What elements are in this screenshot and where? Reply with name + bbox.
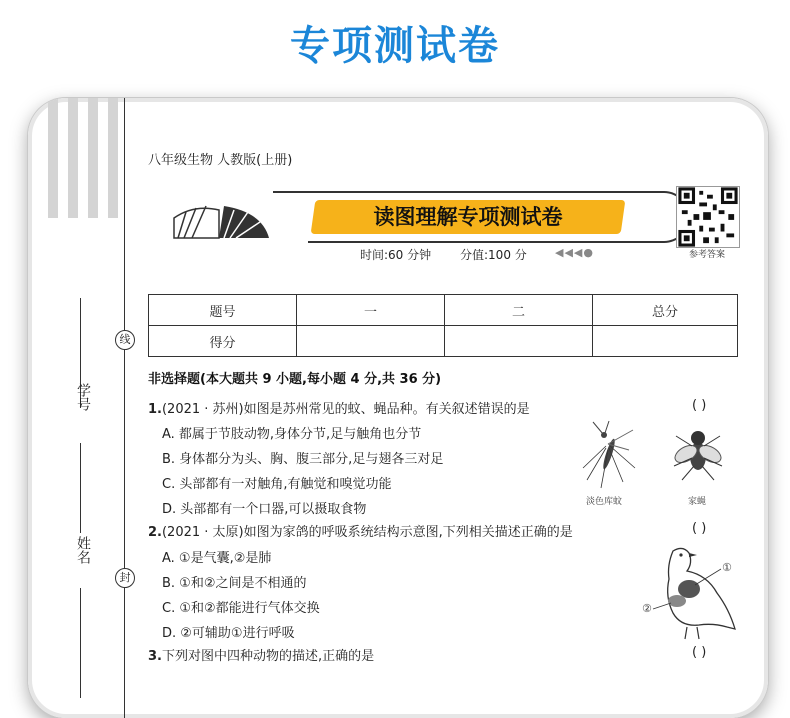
grade-info: 八年级生物 人教版(上册) (148, 153, 293, 168)
decor-stripe (68, 98, 78, 218)
seal-mark: 封 (115, 568, 135, 588)
question-stem: 下列对图中四种动物的描述,正确的是 (161, 649, 375, 664)
fill-line (80, 588, 81, 698)
score-input-cell[interactable] (593, 326, 738, 357)
question-3 (148, 645, 374, 664)
seal-mark: 线 (115, 330, 135, 350)
option-d: D. ②可辅助①进行呼吸 (162, 626, 295, 641)
book-fan-icon (164, 198, 274, 243)
question-stem: (2021 · 太原)如图为家鸽的呼吸系统结构示意图,下列相关描述正确的是 (161, 525, 573, 540)
figure-caption: 淡色库蚊 (586, 497, 623, 507)
decor-stripe (88, 98, 98, 218)
binding-line (124, 98, 125, 718)
score-input-cell[interactable] (445, 326, 593, 357)
table-cell: 题号 (149, 295, 297, 326)
name-label: 姓名 (75, 536, 91, 564)
table-row (149, 326, 738, 357)
time-limit: 时间:60 分钟 (360, 248, 432, 262)
mosquito-icon (573, 420, 643, 490)
option-a: A. ①是气囊,②是肺 (162, 551, 272, 566)
question-number: 1. (148, 402, 162, 417)
fill-line (80, 443, 81, 533)
answer-blank[interactable]: ( ) (692, 398, 707, 413)
figure-caption: 家蝇 (688, 497, 707, 507)
table-cell: 二 (445, 295, 593, 326)
table-row (149, 295, 738, 326)
answer-blank[interactable]: ( ) (692, 521, 707, 536)
section-heading: 非选择题(本大题共 9 小题,每小题 4 分,共 36 分) (148, 372, 442, 387)
diagram-label: ② (642, 602, 652, 615)
banner-title: 专项测试卷 (290, 23, 500, 69)
question-stem: (2021 · 苏州)如图是苏州常见的蚊、蝇品种。有关叙述错误的是 (161, 402, 530, 417)
decor-stripe (108, 98, 118, 218)
option-d: D. 头部都有一个口器,可以摄取食物 (162, 502, 367, 517)
decor-stripe (48, 98, 58, 218)
score-table (148, 294, 738, 357)
exam-title: 读图理解专项测试卷 (373, 205, 563, 229)
question-2 (148, 521, 573, 540)
score-input-cell[interactable] (297, 326, 445, 357)
option-b: B. ①和②之间是不相通的 (162, 576, 307, 591)
question-number: 3. (148, 649, 162, 664)
diagram-label: ① (722, 561, 732, 574)
option-c: C. 头部都有一对触角,有触觉和嗅觉功能 (162, 477, 392, 492)
option-a: A. 都属于节肢动物,身体分节,足与触角也分节 (162, 427, 422, 442)
title-rule (273, 191, 313, 193)
table-cell: 得分 (149, 326, 297, 357)
question-1 (148, 398, 530, 417)
total-score: 分值:100 分 (460, 248, 527, 262)
exam-sheet (28, 98, 768, 718)
housefly-icon (668, 418, 728, 488)
student-id-label: 学号 (75, 383, 91, 411)
qr-code-icon[interactable] (676, 186, 740, 248)
option-c: C. ①和②都能进行气体交换 (162, 601, 320, 616)
table-cell: 一 (297, 295, 445, 326)
qr-label: 参考答案 (688, 250, 725, 260)
answer-blank[interactable]: ( ) (692, 645, 707, 660)
pigeon-respiratory-diagram-icon (643, 543, 743, 643)
question-number: 2. (148, 525, 162, 540)
option-b: B. 身体都分为头、胸、腹三部分,足与翅各三对足 (162, 452, 444, 467)
table-cell: 总分 (593, 295, 738, 326)
arrow-decor-icon: ◀◀◀● (555, 246, 594, 259)
